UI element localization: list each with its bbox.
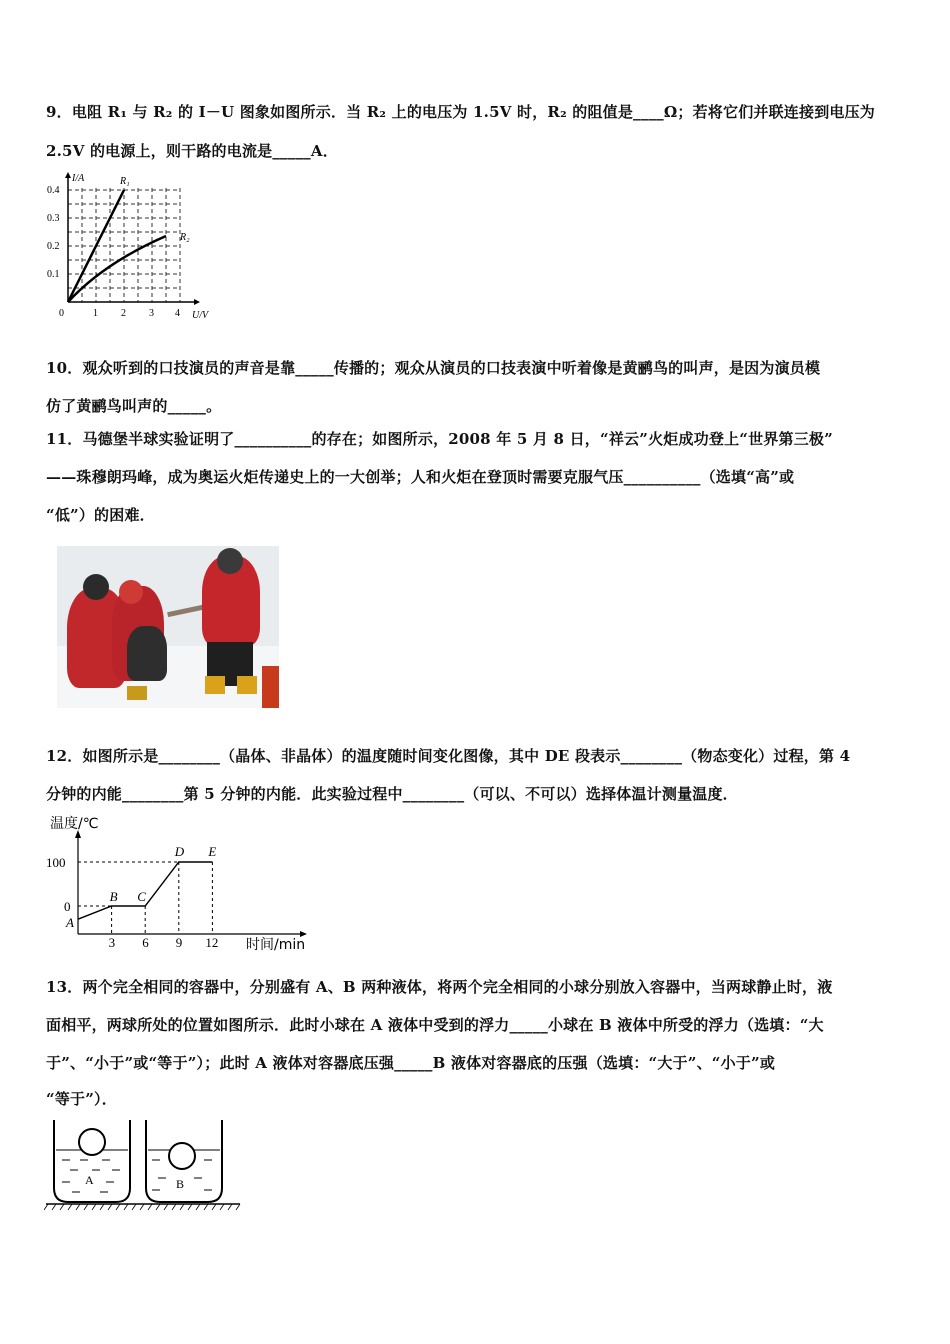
q9-text-line-2: 2.5V 的电源上，则干路的电流是_____A． [46, 142, 338, 160]
x-tick: 1 [93, 308, 98, 319]
q11-text-line-2: ——珠穆朗玛峰，成为奥运火炬传递史上的一大创举；人和火炬在登顶时需要克服气压__________（选填“高”或 [46, 468, 795, 486]
q11-text-line-3: “低”）的困难． [46, 506, 155, 524]
x-tick: 2 [121, 308, 126, 319]
y-tick-label: 0 [64, 899, 71, 914]
y-tick-label: 100 [46, 855, 66, 870]
ball-a [79, 1129, 105, 1155]
r2-label: R₂ [180, 232, 190, 243]
x-axis-label: U/V [192, 310, 209, 320]
q10-text-line-1: 10．观众听到的口技演员的声音是靠_____传播的；观众从演员的口技表演中听着像是黄鹂鸟的叫声，是因为演员模 [46, 359, 821, 377]
point-label-C: C [137, 889, 146, 904]
point-label-B: B [109, 889, 118, 904]
label-a: A [85, 1173, 94, 1187]
x-tick: 3 [149, 308, 154, 319]
point-label-D: D [174, 844, 185, 859]
label-b: B [176, 1177, 185, 1191]
point-label-E: E [208, 844, 217, 859]
x-tick: 0 [59, 308, 64, 319]
q12-text-line-1: 12．如图所示是________（晶体、非晶体）的温度随时间变化图像，其中 DE 段表示________（物态变化）过程，第 4 [46, 747, 851, 765]
q12-text-line-2: 分钟的内能________第 5 分钟的内能．此实验过程中________（可以、不可以）选择体温计测量温度． [46, 785, 738, 803]
q13-text-line-4: “等于”）． [46, 1090, 117, 1108]
point-label-A: A [66, 915, 74, 931]
q13-text-line-3: 于”、“小于”或“等于”）；此时 A 液体对容器底压强_____B 液体对容器底的压强（选填：“大于”、“小于”或 [46, 1054, 776, 1072]
ball-b [169, 1143, 195, 1169]
x-tick-label: 12 [205, 935, 219, 950]
q9-text-line-1: 9．电阻 R₁ 与 R₂ 的 I－U 图象如图所示．当 R₂ 上的电压为 1.5V 时，R₂ 的阻值是____Ω；若将它们并联连接到电压为 [46, 103, 876, 121]
y-axis-label: 温度/℃ [50, 816, 99, 832]
x-tick: 4 [175, 308, 180, 319]
x-tick-label: 9 [175, 935, 183, 950]
temperature-time-chart [44, 812, 324, 954]
y-axis-label: I/A [72, 173, 85, 184]
x-tick-label: 6 [142, 935, 149, 950]
y-tick: 0.4 [47, 185, 60, 196]
x-tick-label: 3 [108, 935, 116, 950]
y-tick: 0.1 [47, 269, 60, 280]
containers-figure [44, 1118, 244, 1214]
everest-torch-photo [57, 546, 279, 708]
q13-text-line-1: 13．两个完全相同的容器中，分别盛有 A、B 两种液体，将两个完全相同的小球分别放入容器中，当两球静止时，液 [46, 978, 833, 996]
q11-text-line-1: 11．马德堡半球实验证明了__________的存在；如图所示，2008 年 5 月 8 日，“祥云”火炬成功登上“世界第三极” [46, 430, 833, 448]
q10-text-line-2: 仿了黄鹂鸟叫声的_____。 [46, 397, 222, 415]
r1-label: R₁ [120, 176, 130, 187]
y-tick: 0.2 [47, 241, 60, 252]
x-axis-label: 时间/min [246, 937, 306, 953]
iu-graph [44, 168, 224, 320]
y-tick: 0.3 [47, 213, 60, 224]
q13-text-line-2: 面相平，两球所处的位置如图所示．此时小球在 A 液体中受到的浮力_____小球在 B 液体中所受的浮力（选填：“大 [46, 1016, 824, 1034]
